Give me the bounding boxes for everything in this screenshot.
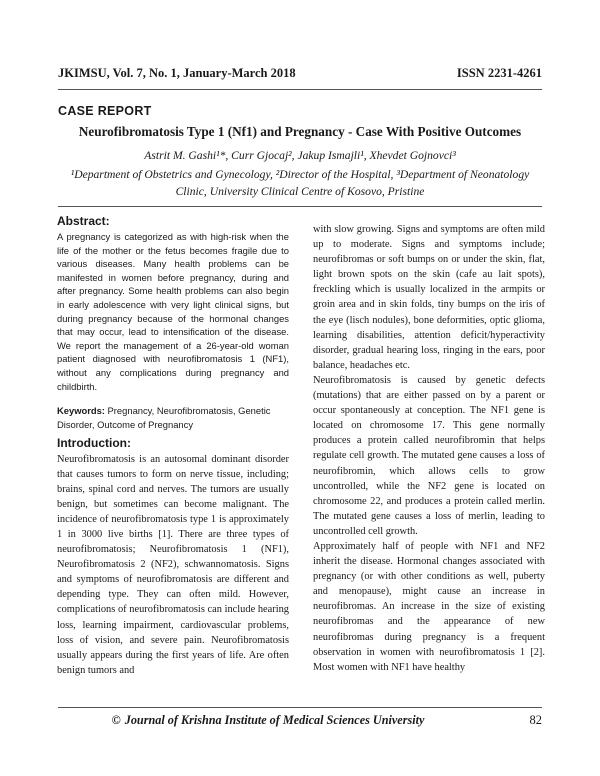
abstract-text: A pregnancy is categorized as with high-risk when the life of the mother or the fetus becomes fragile due to various diseases. Many health problems can be manifested in women before pregnancy, during and after pregnancy. Some health problems can also begin in early adolescence with very light clinical signs, but during pregnancy because of the hormonal changes that may occur, lead to intensification of the disease. We report the management of a 26-year-old woman patient diagnosed with neurofibromatosis 1 (NF1), without any complications during pregnancy and childbirth. [57,231,289,392]
introduction-text: Neurofibromatosis is an autosomal dominant disorder that causes tumors to form on nerve tissue, including; brains, spinal cord and nerves. The tumors are usually benign, but sometimes can become malignant. The incidence of neurofibromatosis type 1 is approximately 1 in 3000 live births [1]. There are three types of neurofibromatosis; Neurofibromatosis 1 (NF1), Neurofibromatosis 2 (NF2), schwannomatosis. Signs and symptoms of neurofibromatosis are different and depending type. They can often mild. However, complications of neurofibromatosis can include hearing loss, learning impairment, cardiovascular problems, loss of vision, and severe pain. Neurofibromatosis usually appears during the first years of life. Are often benign tumors and [57,454,289,676]
keywords [57,404,289,431]
affiliations [58,166,542,200]
paragraph-inheritance: Approximately half of people with NF1 and NF2 inherit the disease. Hormonal changes associated with pregnancy (or with other conditions as well, puberty and menopause), might cause an increase in neurofibromas. An increase in the size of existing neurofibromas and the appearance of new neurofibromas during pregnancy is a frequent observation in women with neurofibromatosis 1 [2]. Most women with NF1 have healthy [313,540,545,673]
title-rule [58,206,542,207]
affiliation-line-2: Clinic, University Clinical Centre of Kosovo, Pristine [175,185,425,198]
affiliation-line-1: ¹Department of Obstetrics and Gynecology, ²Director of the Hospital, ³Department of Neonatology [70,168,530,181]
page-number: 82 [529,713,542,727]
keywords-text: Pregnancy, Neurofibromatosis, Genetic Disorder, Outcome of Pregnancy [57,405,271,430]
footer-rule [58,707,542,708]
paragraph-causes: Neurofibromatosis is caused by genetic defects (mutations) that are either passed on by a parent or occur spontaneously at conception. The NF1 gene is located on chromosome 17. This gene normally produces a protein called neurofibromin that helps regulate cell growth. The mutated gene causes a loss of neurofibromin, which allows cells to grow uncontrolled, while the NF2 gene is located on chromosome 22, and produces a protein called merlin. The mutated gene causes a loss of merlin, leading to uncontrolled cell growth. [313,374,545,537]
header-rule [58,89,542,90]
keywords-label: Keywords: [57,405,105,416]
article-title: Neurofibromatosis Type 1 (Nf1) and Pregnancy - Case With Positive Outcomes [78,124,522,139]
footer-journal-name: Journal of Krishna Institute of Medical Sciences University [124,713,425,727]
introduction-heading: Introduction: [57,436,131,450]
footer-journal [58,713,478,728]
article-type: CASE REPORT [58,104,152,118]
abstract-heading: Abstract: [57,214,110,228]
author-list: Astrit M. Gashi¹*, Curr Gjocaj², Jakup Ismajli¹, Xhevdet Gojnovci³ [144,149,456,162]
copyright-icon: © [111,713,121,727]
issn: ISSN 2231-4261 [456,66,542,80]
journal-citation: JKIMSU, Vol. 7, No. 1, January-March 2018 [58,66,296,80]
right-column-text [313,222,545,675]
paragraph-symptoms: with slow growing. Signs and symptoms are often mild up to moderate. Signs and symptoms include; neurofibromas or soft bumps on or under the skin, flat, light brown spots on the skin (cafe au lait spots), freckling which is usually localized in the armpits or groin area and in skin folds, tiny bumps on the iris of the eye (lisch nodules), bone deformities, optic glioma, learning disabilities, attention deficit/hyperactivity disorder, gradual hearing loss, ringing in the ears, poor balance, headaches etc. [313,224,545,371]
